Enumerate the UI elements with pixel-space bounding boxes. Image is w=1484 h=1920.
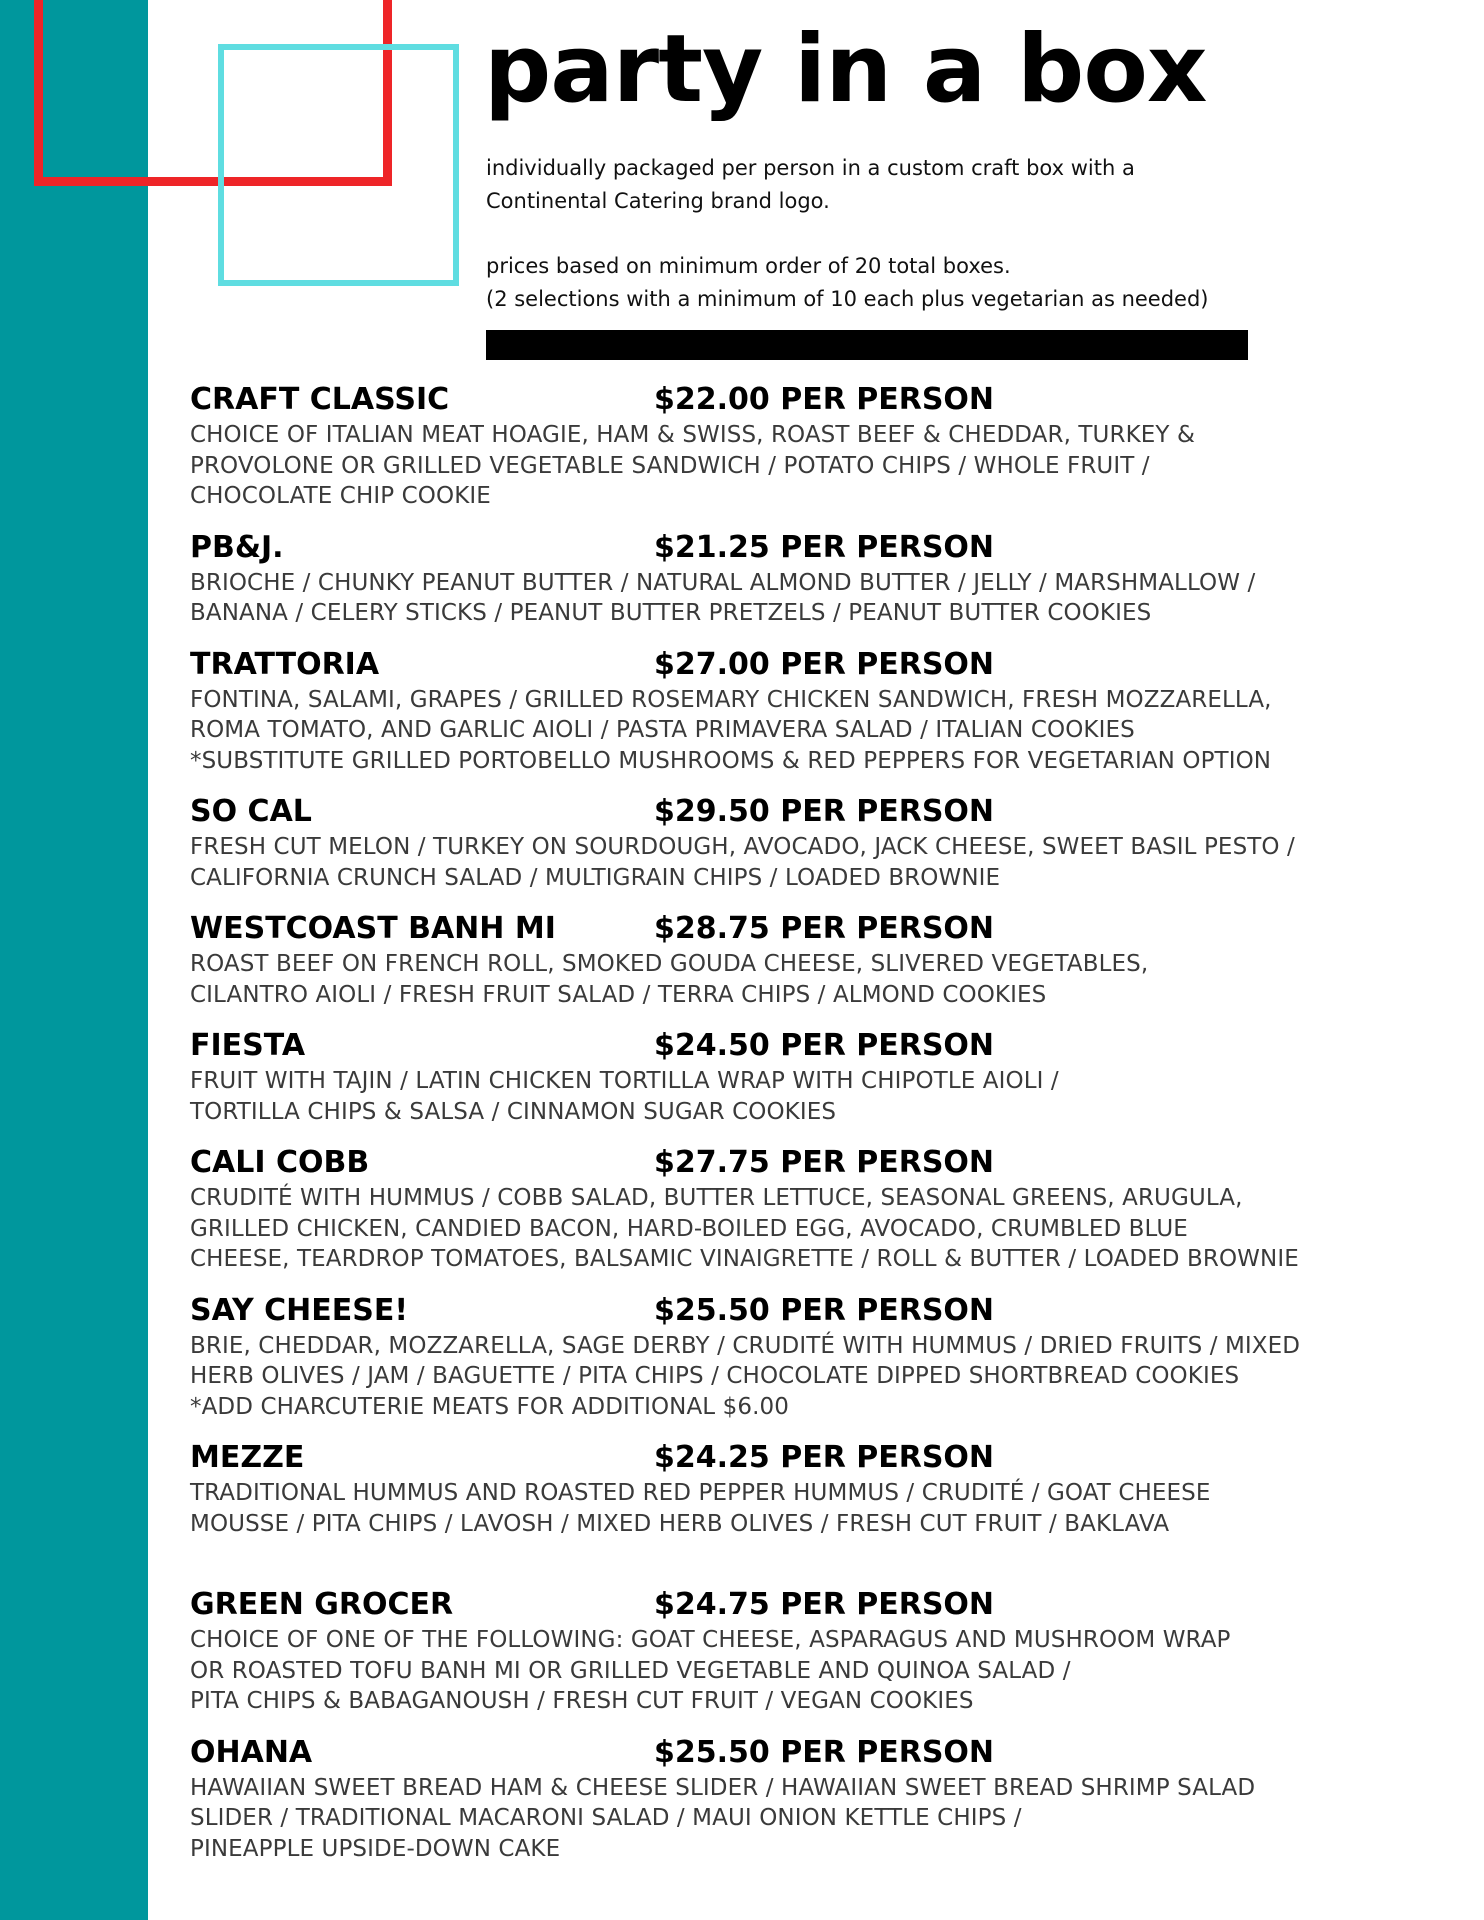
menu-item-description-line: CHEESE, TEARDROP TOMATOES, BALSAMIC VINAIGRETTE / ROLL & BUTTER / LOADED BROWNIE: [190, 1246, 1299, 1272]
menu-item-description: [190, 1478, 1470, 1539]
menu-item: [190, 528, 1470, 629]
menu-item-description-line: CRUDITÉ WITH HUMMUS / COBB SALAD, BUTTER LETTUCE, SEASONAL GREENS, ARUGULA,: [190, 1185, 1243, 1211]
menu-item-description-line: TRADITIONAL HUMMUS AND ROASTED RED PEPPER HUMMUS / CRUDITÉ / GOAT CHEESE: [190, 1480, 1211, 1506]
menu-item-price: $27.00 PER PERSON: [654, 646, 995, 682]
menu-item-header: [190, 528, 1470, 568]
menu-item-name: SAY CHEESE!: [190, 1292, 409, 1328]
menu-item-description-line: CHOCOLATE CHIP COOKIE: [190, 483, 491, 509]
menu-item: [190, 1585, 1470, 1717]
menu-item-header: [190, 1585, 1470, 1625]
cyan-square-outline: [218, 44, 459, 286]
menu-item-header: [190, 1438, 1470, 1478]
menu-item-header: [190, 1143, 1470, 1183]
menu-item-name: PB&J.: [190, 529, 284, 565]
menu-item-description: [190, 1331, 1470, 1423]
menu-item-description-line: CALIFORNIA CRUNCH SALAD / MULTIGRAIN CHIPS / LOADED BROWNIE: [190, 864, 1001, 891]
menu-item-header: [190, 380, 1470, 420]
intro-line: (2 selections with a minimum of 10 each plus vegetarian as needed): [486, 287, 1209, 311]
menu-item-description: [190, 685, 1470, 777]
intro-line: Continental Catering brand logo.: [486, 189, 830, 213]
intro-line: individually packaged per person in a custom craft box with a: [486, 156, 1135, 180]
menu-item-description-line: *ADD CHARCUTERIE MEATS FOR ADDITIONAL $6.00: [190, 1393, 789, 1420]
menu-item-price: $22.00 PER PERSON: [654, 382, 995, 417]
menu-item-description-line: *SUBSTITUTE GRILLED PORTOBELLO MUSHROOMS & RED PEPPERS FOR VEGETARIAN OPTION: [190, 747, 1272, 774]
menu-item-price: $24.25 PER PERSON: [654, 1440, 995, 1475]
menu-item: [190, 380, 1470, 512]
menu-item-description-line: FONTINA, SALAMI, GRAPES / GRILLED ROSEMARY CHICKEN SANDWICH, FRESH MOZZARELLA,: [190, 686, 1272, 713]
menu-item-description-line: ROAST BEEF ON FRENCH ROLL, SMOKED GOUDA CHEESE, SLIVERED VEGETABLES,: [190, 951, 1149, 977]
intro-text: [486, 152, 1366, 316]
menu-item: [190, 645, 1470, 777]
menu-item-header: [190, 1291, 1470, 1331]
menu-item-header: [190, 645, 1470, 685]
menu-item-description: [190, 1183, 1470, 1275]
menu-item-price: $24.75 PER PERSON: [654, 1587, 995, 1622]
menu-item: [190, 1291, 1470, 1423]
menu-item: [190, 1143, 1470, 1275]
menu-item: [190, 1438, 1470, 1539]
menu-item-description-line: MOUSSE / PITA CHIPS / LAVOSH / MIXED HERB OLIVES / FRESH CUT FRUIT / BAKLAVA: [190, 1510, 1170, 1537]
menu-list: [190, 380, 1470, 1880]
menu-item-header: [190, 1026, 1470, 1066]
menu-item-description-line: PINEAPPLE UPSIDE-DOWN CAKE: [190, 1835, 561, 1862]
menu-item-price: $25.50 PER PERSON: [654, 1734, 995, 1770]
black-divider-bar: [486, 330, 1248, 360]
menu-item-description: [190, 949, 1470, 1010]
intro-line: prices based on minimum order of 20 total boxes.: [486, 254, 1011, 278]
menu-item-description-line: BRIOCHE / CHUNKY PEANUT BUTTER / NATURAL ALMOND BUTTER / JELLY / MARSHMALLOW /: [190, 569, 1256, 596]
intro-gap: [486, 218, 1366, 250]
teal-side-bar: [0, 0, 148, 1920]
menu-item-description-line: HERB OLIVES / JAM / BAGUETTE / PITA CHIPS / CHOCOLATE DIPPED SHORTBREAD COOKIES: [190, 1363, 1240, 1389]
menu-item-header: [190, 909, 1470, 949]
menu-item-price: $28.75 PER PERSON: [654, 911, 995, 946]
menu-item: [190, 1026, 1470, 1127]
menu-item-description-line: CILANTRO AIOLI / FRESH FRUIT SALAD / TERRA CHIPS / ALMOND COOKIES: [190, 981, 1047, 1008]
menu-item-description-line: SLIDER / TRADITIONAL MACARONI SALAD / MAUI ONION KETTLE CHIPS /: [190, 1805, 1022, 1831]
menu-item-description: [190, 1625, 1470, 1717]
menu-item-description-line: BANANA / CELERY STICKS / PEANUT BUTTER PRETZELS / PEANUT BUTTER COOKIES: [190, 600, 1152, 626]
menu-item-description-line: GRILLED CHICKEN, CANDIED BACON, HARD-BOILED EGG, AVOCADO, CRUMBLED BLUE: [190, 1215, 1188, 1242]
menu-item-description: [190, 568, 1470, 629]
menu-item-description: [190, 832, 1470, 893]
menu-item-price: $21.25 PER PERSON: [654, 529, 995, 565]
menu-item: [190, 792, 1470, 893]
menu-item-name: GREEN GROCER: [190, 1587, 454, 1622]
menu-item-description-line: PITA CHIPS & BABAGANOUSH / FRESH CUT FRUIT / VEGAN COOKIES: [190, 1688, 974, 1714]
menu-item-description-line: BRIE, CHEDDAR, MOZZARELLA, SAGE DERBY / CRUDITÉ WITH HUMMUS / DRIED FRUITS / MIXED: [190, 1332, 1301, 1359]
menu-item-description-line: OR ROASTED TOFU BANH MI OR GRILLED VEGETABLE AND QUINOA SALAD /: [190, 1657, 1071, 1684]
menu-item-description: [190, 1773, 1470, 1865]
menu-item: [190, 909, 1470, 1010]
menu-item-description-line: TORTILLA CHIPS & SALSA / CINNAMON SUGAR COOKIES: [190, 1098, 837, 1125]
menu-item-name: CRAFT CLASSIC: [190, 382, 450, 417]
menu-item-description-line: ROMA TOMATO, AND GARLIC AIOLI / PASTA PRIMAVERA SALAD / ITALIAN COOKIES: [190, 717, 1135, 743]
menu-item-header: [190, 792, 1470, 832]
menu-item-header: [190, 1733, 1470, 1773]
page-title: party in a box: [484, 15, 1207, 124]
menu-item-name: MEZZE: [190, 1440, 305, 1475]
menu-item-price: $27.75 PER PERSON: [654, 1145, 995, 1180]
menu-item-price: $29.50 PER PERSON: [654, 794, 995, 829]
menu-item-description-line: FRUIT WITH TAJIN / LATIN CHICKEN TORTILLA WRAP WITH CHIPOTLE AIOLI /: [190, 1068, 1059, 1094]
menu-item-description-line: FRESH CUT MELON / TURKEY ON SOURDOUGH, AVOCADO, JACK CHEESE, SWEET BASIL PESTO /: [190, 834, 1295, 860]
menu-item-name: WESTCOAST BANH MI: [190, 911, 556, 946]
menu-item-name: SO CAL: [190, 794, 312, 829]
menu-item-description-line: CHOICE OF ITALIAN MEAT HOAGIE, HAM & SWISS, ROAST BEEF & CHEDDAR, TURKEY &: [190, 422, 1195, 448]
menu-item-name: CALI COBB: [190, 1145, 370, 1180]
menu-item-description: [190, 1066, 1470, 1127]
menu-item-description-line: HAWAIIAN SWEET BREAD HAM & CHEESE SLIDER / HAWAIIAN SWEET BREAD SHRIMP SALAD: [190, 1774, 1256, 1801]
menu-item-name: TRATTORIA: [190, 646, 380, 682]
menu-item-description: [190, 420, 1470, 512]
menu-item-description-line: CHOICE OF ONE OF THE FOLLOWING: GOAT CHEESE, ASPARAGUS AND MUSHROOM WRAP: [190, 1627, 1231, 1653]
menu-item-description-line: PROVOLONE OR GRILLED VEGETABLE SANDWICH / POTATO CHIPS / WHOLE FRUIT /: [190, 452, 1150, 479]
menu-item-name: OHANA: [190, 1734, 313, 1770]
menu-item: [190, 1733, 1470, 1865]
menu-item-price: $24.50 PER PERSON: [654, 1028, 995, 1063]
menu-item-price: $25.50 PER PERSON: [654, 1292, 995, 1328]
menu-item-name: FIESTA: [190, 1028, 306, 1063]
